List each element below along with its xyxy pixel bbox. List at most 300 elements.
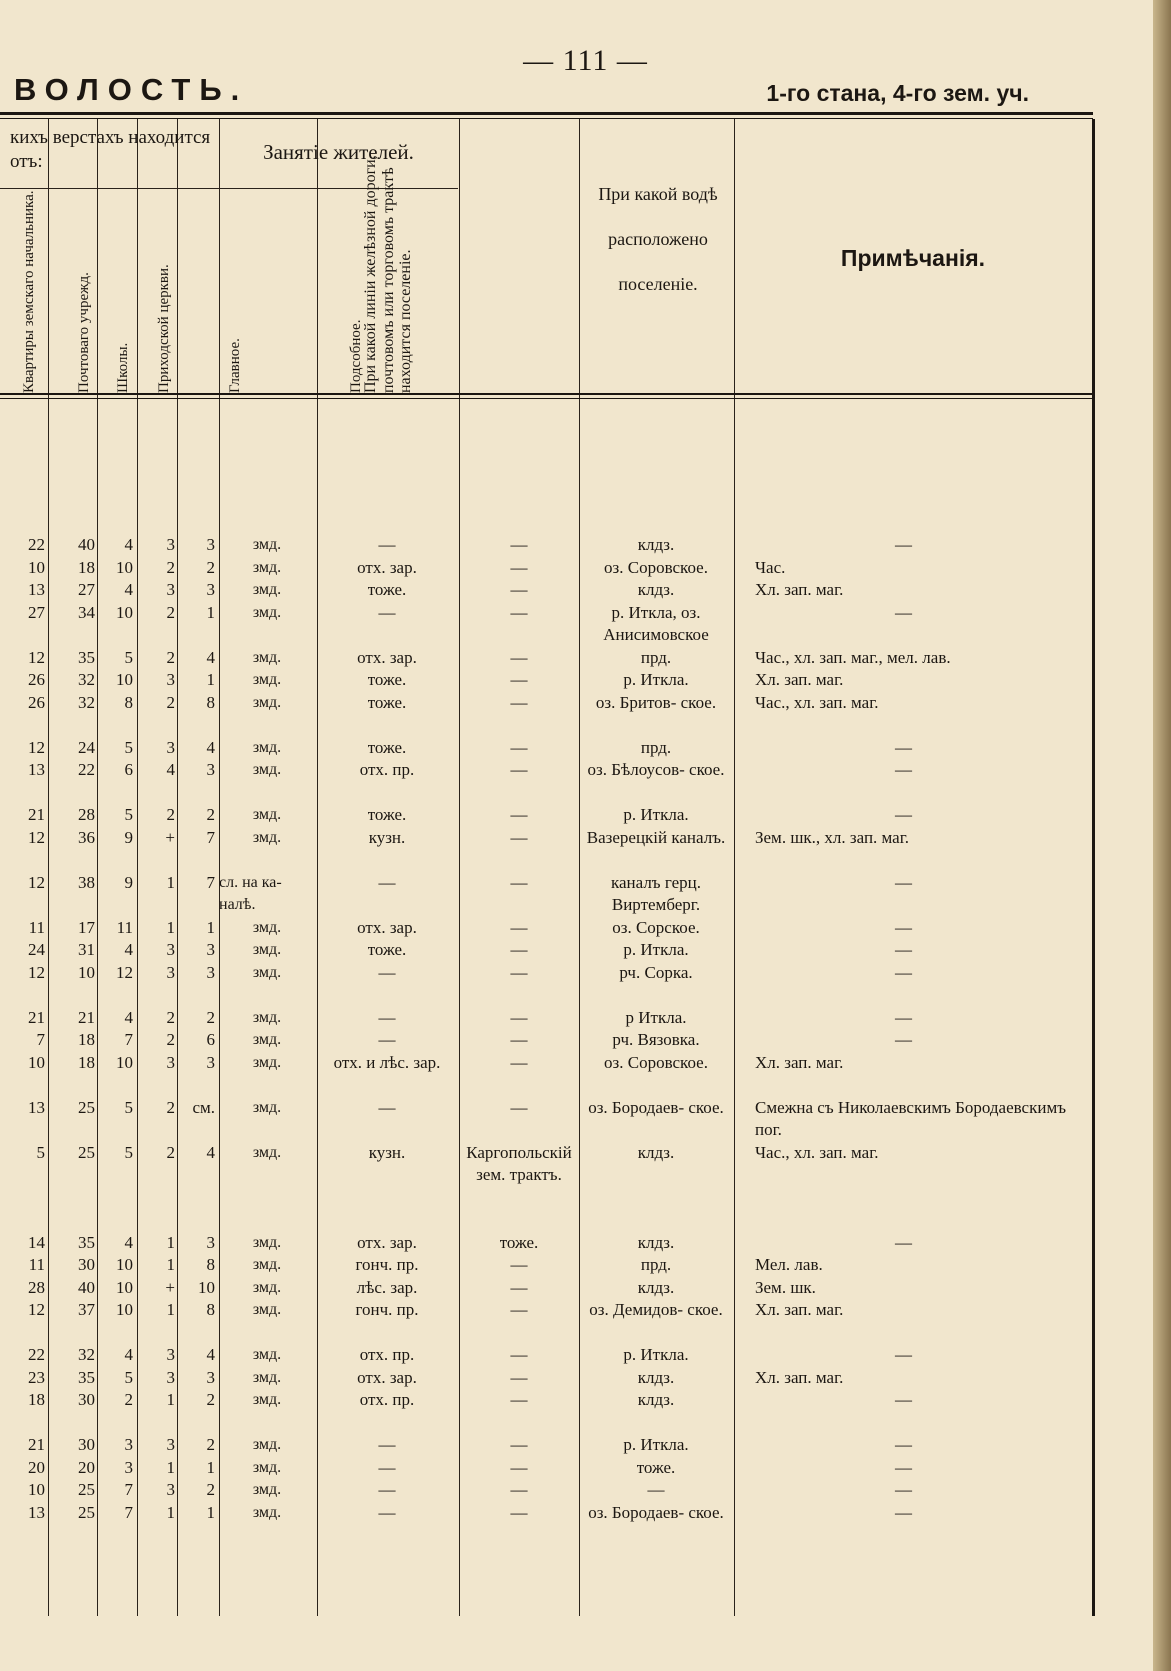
cell-zem: 17 — [78, 917, 95, 937]
cell-zem: 30 — [78, 1390, 95, 1409]
cell-road: — — [510, 1007, 528, 1027]
cell-main: змд. — [252, 581, 282, 598]
cell-water: р Иткла. — [625, 1007, 687, 1027]
cell-stan: 23 — [28, 1367, 45, 1387]
cell-aux: тоже. — [367, 580, 407, 599]
cell-church: 4 — [206, 1345, 215, 1364]
cell-notes: Хл. зап. маг. — [755, 1300, 844, 1319]
cell-zem: 31 — [78, 940, 95, 959]
cell-aux: кузн. — [368, 827, 406, 847]
cell-notes: — — [895, 1007, 912, 1027]
cell-water: оз. Бѣлоусов- ское. — [587, 760, 725, 779]
table-row — [0, 1277, 1093, 1300]
cell-aux: — — [378, 1007, 396, 1027]
cell-zem: 24 — [78, 737, 95, 757]
header-col-church: Приходской церкви. — [156, 264, 172, 393]
cell-church: 2 — [206, 805, 215, 824]
cell-stan: 24 — [28, 940, 45, 959]
cell-school: 1 — [166, 1255, 175, 1274]
cell-stan: 27 — [28, 602, 45, 622]
cell-road: тоже. — [499, 1232, 539, 1252]
cell-aux: — — [378, 1435, 396, 1454]
cell-stan: 12 — [28, 737, 45, 757]
cell-church: 2 — [206, 1435, 215, 1454]
cell-church: см. — [192, 1097, 215, 1117]
cell-notes: Час., хл. зап. маг. — [755, 692, 879, 712]
cell-road: — — [510, 557, 528, 577]
header-stan-info: 1-го стана, 4-го зем. уч. — [766, 80, 1029, 106]
cell-road: — — [510, 760, 528, 779]
cell-notes: Час., хл. зап. маг., мел. лав. — [755, 647, 951, 667]
cell-main: змд. — [252, 1436, 282, 1453]
cell-road: — — [510, 580, 528, 599]
header-col-notes: Примѣчанія. — [840, 245, 986, 271]
cell-road: — — [510, 940, 528, 959]
cell-zem: 32 — [78, 1345, 95, 1364]
cell-zem: 22 — [78, 760, 95, 779]
cell-water: клдз. — [637, 535, 675, 554]
cell-zem: 38 — [78, 872, 95, 892]
cell-road: — — [510, 692, 528, 712]
cell-main: змд. — [252, 1458, 282, 1476]
cell-post: 8 — [124, 692, 133, 712]
cell-aux: тоже. — [367, 670, 407, 689]
cell-school: 1 — [166, 1502, 175, 1522]
cell-post: 10 — [116, 1052, 133, 1072]
cell-road: — — [510, 1480, 528, 1499]
cell-road: Каргопольскій зем. трактъ. — [466, 1142, 572, 1184]
cell-main: змд. — [252, 558, 282, 576]
cell-aux: тоже. — [367, 737, 407, 757]
cell-main: змд. — [252, 963, 282, 981]
cell-church: 2 — [206, 1480, 215, 1499]
cell-zem: 18 — [78, 1052, 95, 1072]
table-row — [0, 669, 1093, 692]
cell-church: 10 — [198, 1277, 215, 1297]
cell-zem: 27 — [78, 580, 95, 599]
cell-road: — — [510, 805, 528, 824]
cell-road: — — [510, 1097, 528, 1117]
cell-main: змд. — [252, 1031, 282, 1048]
cell-main: змд. — [252, 1346, 282, 1363]
cell-church: 2 — [206, 1007, 215, 1027]
cell-notes: Хл. зап. маг. — [755, 1367, 844, 1387]
cell-road: — — [510, 602, 528, 622]
cell-post: 10 — [116, 1300, 133, 1319]
cell-stan: 21 — [28, 1435, 45, 1454]
cell-aux: отх. зар. — [357, 917, 417, 937]
cell-post: 10 — [116, 602, 133, 622]
cell-notes: — — [895, 940, 912, 959]
cell-water: прд. — [640, 1255, 672, 1274]
table-row — [0, 1097, 1093, 1142]
cell-aux: отх. и лѣс. зар. — [333, 1052, 441, 1072]
cell-road: — — [510, 1277, 528, 1297]
cell-aux: тоже. — [367, 805, 407, 824]
table-row — [0, 579, 1093, 602]
cell-notes: — — [895, 1390, 912, 1409]
cell-stan: 13 — [28, 760, 45, 779]
cell-post: 4 — [124, 535, 133, 554]
cell-notes: — — [895, 872, 912, 892]
cell-church: 6 — [206, 1030, 215, 1049]
table-body — [0, 534, 1093, 1547]
cell-notes: — — [895, 602, 912, 622]
cell-aux: — — [378, 962, 396, 982]
cell-post: 9 — [124, 872, 133, 892]
cell-water: — — [647, 1480, 665, 1499]
cell-zem: 30 — [78, 1435, 95, 1454]
cell-zem: 20 — [78, 1457, 95, 1477]
cell-school: 3 — [166, 1367, 175, 1387]
cell-post: 4 — [124, 580, 133, 599]
cell-post: 3 — [124, 1457, 133, 1477]
table-row — [0, 1389, 1093, 1434]
cell-water: Вазерецкій каналъ. — [586, 827, 726, 847]
cell-notes: — — [895, 1502, 912, 1522]
cell-aux: отх. пр. — [359, 760, 415, 779]
cell-school: 3 — [166, 1052, 175, 1072]
cell-church: 3 — [206, 1367, 215, 1387]
cell-aux: тоже. — [367, 692, 407, 712]
cell-road: — — [510, 1030, 528, 1049]
cell-aux: отх. пр. — [359, 1390, 415, 1409]
cell-notes: Мел. лав. — [755, 1255, 823, 1274]
cell-post: 10 — [116, 1255, 133, 1274]
page-number: — 111 — — [523, 44, 648, 77]
cell-road: — — [510, 670, 528, 689]
cell-stan: 12 — [28, 962, 45, 982]
cell-church: 7 — [206, 827, 215, 847]
cell-main: змд. — [252, 941, 282, 958]
cell-school: 4 — [166, 760, 175, 779]
cell-main: змд. — [252, 1391, 282, 1408]
cell-school: 2 — [166, 1142, 175, 1162]
cell-road: — — [510, 535, 528, 554]
cell-church: 4 — [206, 737, 215, 757]
cell-water: прд. — [640, 647, 672, 667]
cell-stan: 26 — [28, 670, 45, 689]
cell-school: 3 — [166, 1480, 175, 1499]
cell-zem: 25 — [78, 1502, 95, 1522]
cell-road: — — [510, 1390, 528, 1409]
cell-post: 10 — [116, 670, 133, 689]
cell-aux: тоже. — [367, 940, 407, 959]
cell-aux: — — [378, 535, 396, 554]
cell-road: — — [510, 827, 528, 847]
cell-stan: 22 — [28, 535, 45, 554]
cell-church: 8 — [206, 692, 215, 712]
cell-church: 1 — [206, 917, 215, 937]
cell-water: оз. Бородаев- ское. — [588, 1097, 724, 1117]
cell-school: 2 — [166, 602, 175, 622]
cell-post: 5 — [124, 805, 133, 824]
table-row — [0, 1029, 1093, 1052]
cell-aux: — — [378, 1502, 396, 1522]
cell-school: 2 — [166, 647, 175, 667]
cell-water: прд. — [640, 737, 672, 757]
cell-notes: Хл. зап. маг. — [755, 1052, 844, 1072]
cell-zem: 18 — [78, 557, 95, 577]
table-row — [0, 1367, 1093, 1390]
cell-aux: отх. пр. — [359, 1345, 415, 1364]
cell-church: 1 — [206, 1502, 215, 1522]
table-row — [0, 962, 1093, 1007]
cell-water: клдз. — [637, 580, 675, 599]
cell-stan: 12 — [28, 647, 45, 667]
cell-notes: — — [895, 962, 912, 982]
cell-road: — — [510, 962, 528, 982]
cell-church: 3 — [206, 760, 215, 779]
table-row — [0, 1344, 1093, 1367]
cell-main: змд. — [252, 738, 282, 756]
table-row — [0, 534, 1093, 557]
table-row — [0, 917, 1093, 940]
cell-main: змд. — [252, 806, 282, 823]
table-row — [0, 1007, 1093, 1030]
cell-main: змд. — [252, 1233, 282, 1251]
cell-post: 4 — [124, 1345, 133, 1364]
cell-water: р. Иткла. — [623, 1345, 689, 1364]
cell-church: 3 — [206, 1052, 215, 1072]
cell-zem: 32 — [78, 670, 95, 689]
cell-stan: 13 — [28, 580, 45, 599]
cell-school: + — [165, 827, 175, 847]
cell-stan: 28 — [28, 1277, 45, 1297]
table-row — [0, 1142, 1093, 1232]
cell-stan: 5 — [36, 1142, 45, 1162]
cell-water: каналъ герц. Виртемберг. — [610, 872, 701, 914]
header-distance-group: кихъ верстахъ находится отъ: — [10, 127, 211, 172]
cell-main: змд. — [252, 828, 282, 846]
table-row — [0, 1502, 1093, 1547]
cell-post: 5 — [124, 737, 133, 757]
cell-road: — — [510, 647, 528, 667]
cell-water: тоже. — [636, 1457, 676, 1477]
header-col-water: При какой водѣ расположено поселеніе. — [598, 184, 718, 294]
cell-school: 2 — [166, 805, 175, 824]
table-row — [0, 647, 1093, 670]
table-row — [0, 1052, 1093, 1097]
header-col-post: Почтоваго учрежд. — [76, 272, 92, 393]
cell-post: 4 — [124, 940, 133, 959]
cell-main: змд. — [252, 761, 282, 778]
cell-notes: — — [895, 535, 912, 554]
cell-notes: — — [895, 1030, 912, 1049]
table-row — [0, 1232, 1093, 1255]
cell-school: 1 — [166, 1300, 175, 1319]
header-col-aux: Подсобное. — [348, 319, 364, 393]
cell-school: 3 — [166, 670, 175, 689]
cell-zem: 25 — [78, 1097, 95, 1117]
cell-church: 3 — [206, 1232, 215, 1252]
cell-road: — — [510, 1300, 528, 1319]
cell-main: змд. — [252, 1278, 282, 1296]
cell-stan: 12 — [28, 1300, 45, 1319]
cell-aux: — — [378, 1457, 396, 1477]
cell-notes: Зем. шк. — [755, 1277, 816, 1297]
cell-main: змд. — [252, 671, 282, 688]
cell-post: 5 — [124, 647, 133, 667]
cell-post: 10 — [116, 1277, 133, 1297]
cell-school: 3 — [166, 580, 175, 599]
cell-road: — — [510, 1435, 528, 1454]
cell-post: 5 — [124, 1142, 133, 1162]
cell-church: 3 — [206, 962, 215, 982]
cell-main: сл. на ка- налѣ. — [219, 873, 282, 913]
cell-stan: 10 — [28, 1052, 45, 1072]
cell-stan: 7 — [36, 1030, 45, 1049]
cell-main: змд. — [252, 693, 282, 711]
cell-water: оз. Соровское. — [604, 557, 708, 577]
cell-main: змд. — [252, 1098, 282, 1116]
cell-church: 3 — [206, 940, 215, 959]
cell-school: 3 — [166, 1435, 175, 1454]
cell-road: — — [510, 1367, 528, 1387]
cell-post: 3 — [124, 1435, 133, 1454]
cell-stan: 12 — [28, 872, 45, 892]
header-col-school: Школы. — [115, 342, 131, 393]
cell-church: 7 — [206, 872, 215, 892]
cell-zem: 25 — [78, 1142, 95, 1162]
cell-church: 2 — [206, 1390, 215, 1409]
cell-post: 7 — [124, 1030, 133, 1049]
cell-road: — — [510, 1052, 528, 1072]
cell-school: 3 — [166, 535, 175, 554]
cell-main: змд. — [252, 1008, 282, 1026]
page-binding-edge — [1153, 0, 1171, 1671]
cell-notes: Хл. зап. маг. — [755, 580, 844, 599]
cell-main: змд. — [252, 1256, 282, 1273]
cell-water: оз. Сорское. — [612, 917, 700, 937]
cell-main: змд. — [252, 1368, 282, 1386]
table-row — [0, 557, 1093, 580]
cell-stan: 12 — [28, 827, 45, 847]
cell-post: 4 — [124, 1232, 133, 1252]
cell-water: оз. Бритов- ское. — [595, 692, 717, 712]
cell-main: змд. — [252, 1301, 282, 1318]
cell-zem: 30 — [78, 1255, 95, 1274]
cell-notes: — — [895, 1345, 912, 1364]
cell-post: 11 — [116, 917, 133, 937]
page-title: ВОЛОСТЬ. — [14, 72, 249, 107]
cell-school: 3 — [166, 737, 175, 757]
cell-notes: — — [895, 917, 912, 937]
cell-church: 8 — [206, 1255, 215, 1274]
cell-notes: — — [895, 737, 912, 757]
cell-church: 2 — [206, 557, 215, 577]
table-row — [0, 737, 1093, 760]
cell-water: рч. Вязовка. — [612, 1030, 700, 1049]
cell-stan: 21 — [28, 1007, 45, 1027]
cell-zem: 34 — [78, 602, 95, 622]
cell-zem: 40 — [78, 1277, 95, 1297]
cell-stan: 22 — [28, 1345, 45, 1364]
cell-water: клдз. — [637, 1232, 675, 1252]
table-row — [0, 692, 1093, 737]
cell-road: — — [510, 872, 528, 892]
cell-church: 1 — [206, 670, 215, 689]
table-row — [0, 759, 1093, 804]
cell-aux: гонч. пр. — [355, 1255, 419, 1274]
cell-water: клдз. — [637, 1142, 675, 1162]
cell-notes: — — [895, 805, 912, 824]
cell-water: оз. Демидов- ское. — [589, 1300, 723, 1319]
cell-church: 1 — [206, 602, 215, 622]
cell-zem: 36 — [78, 827, 95, 847]
header-col-road: При какой линіи желѣзной дороги, почтовомъ или торговомъ трактѣ находится поселеніе. — [362, 155, 414, 393]
cell-zem: 35 — [78, 1232, 95, 1252]
cell-notes: — — [895, 1435, 912, 1454]
cell-post: 10 — [116, 557, 133, 577]
cell-water: клдз. — [637, 1367, 675, 1387]
cell-aux: — — [378, 1480, 396, 1499]
cell-church: 1 — [206, 1457, 215, 1477]
cell-school: 1 — [166, 1390, 175, 1409]
cell-main: змд. — [252, 918, 282, 936]
cell-aux: отх. зар. — [357, 1232, 417, 1252]
cell-stan: 21 — [28, 805, 45, 824]
cell-post: 5 — [124, 1097, 133, 1117]
cell-road: — — [510, 1502, 528, 1522]
cell-water: р. Иткла. — [623, 670, 689, 689]
cell-school: 2 — [166, 1007, 175, 1027]
cell-aux: гонч. пр. — [355, 1300, 419, 1319]
cell-zem: 35 — [78, 1367, 95, 1387]
table-row — [0, 1434, 1093, 1457]
cell-stan: 10 — [28, 1480, 45, 1499]
cell-road: — — [510, 737, 528, 757]
cell-notes: — — [895, 1232, 912, 1252]
cell-stan: 14 — [28, 1232, 45, 1252]
table-row — [0, 827, 1093, 872]
cell-school: 1 — [166, 1457, 175, 1477]
cell-school: + — [165, 1277, 175, 1297]
cell-stan: 13 — [28, 1097, 45, 1117]
cell-aux: отх. зар. — [357, 647, 417, 667]
cell-post: 7 — [124, 1480, 133, 1499]
cell-post: 6 — [124, 760, 133, 779]
cell-zem: 37 — [78, 1300, 95, 1319]
table-row — [0, 939, 1093, 962]
table-row — [0, 602, 1093, 647]
table-row — [0, 1254, 1093, 1277]
cell-post: 9 — [124, 827, 133, 847]
header-col-stan — [0, 116, 8, 393]
cell-aux: — — [378, 872, 396, 892]
cell-water: оз. Бородаев- ское. — [588, 1502, 724, 1522]
cell-church: 3 — [206, 580, 215, 599]
cell-church: 4 — [206, 1142, 215, 1162]
cell-water: р. Иткла. — [623, 1435, 689, 1454]
cell-stan: 18 — [28, 1390, 45, 1409]
cell-aux: кузн. — [368, 1142, 406, 1162]
cell-zem: 25 — [78, 1480, 95, 1499]
cell-main: змд. — [252, 603, 282, 621]
cell-main: змд. — [252, 536, 282, 553]
cell-aux: отх. зар. — [357, 557, 417, 577]
cell-notes: Час., хл. зап. маг. — [755, 1142, 879, 1162]
cell-notes: — — [895, 1480, 912, 1499]
cell-post: 5 — [124, 1367, 133, 1387]
cell-main: змд. — [252, 1143, 282, 1161]
cell-zem: 35 — [78, 647, 95, 667]
cell-zem: 40 — [78, 535, 95, 554]
cell-school: 3 — [166, 962, 175, 982]
cell-stan: 26 — [28, 692, 45, 712]
cell-church: 4 — [206, 647, 215, 667]
cell-water: рч. Сорка. — [619, 962, 693, 982]
